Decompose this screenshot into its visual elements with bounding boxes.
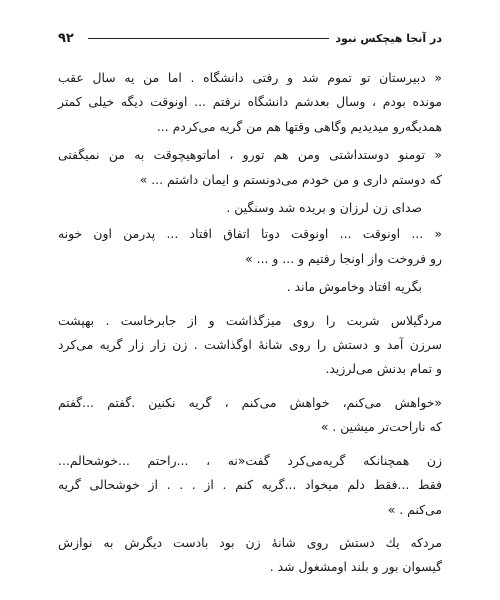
text-line: زن همچنانکه گریه‌می‌کرد گفت«نه ، ...راحتم ...خوشحالم...: [58, 452, 442, 468]
paragraph: [58, 275, 442, 299]
text-line: و تمام بدنش می‌لرزید.: [325, 361, 442, 377]
body-text: [58, 66, 442, 584]
text-line: می‌کنم . »: [387, 501, 442, 517]
paragraph: [58, 196, 442, 220]
text-line: گیسوان بور و بلند اومشغول شد .: [269, 559, 442, 575]
text-line: « تومنو دوستداشتی ومن هم تورو ، اماتوهیچوقت به من نمیگفتی: [58, 147, 442, 163]
text-line: بگریه افتاد وخاموش ماند .: [286, 279, 422, 295]
paragraph: [58, 66, 442, 139]
text-line: که دوستم داری و من خودم می‌دونستم و ایمان داشتم ... »: [139, 171, 442, 187]
paragraph: [58, 449, 442, 522]
paragraph: [58, 531, 442, 580]
text-line: مردگیلاس شربت را روی میزگذاشت و از جابرخاست . بهپشت: [58, 312, 442, 328]
paragraph: [58, 391, 442, 440]
text-line: همدیگه‌رو میدیدیم وگاهی وقتها هم من گریه می‌کردم ...: [156, 118, 442, 134]
text-line: « دبیرستان تو تموم شد و رفتی دانشگاه . اما من یه سال عقب: [58, 70, 442, 85]
paragraph: [58, 222, 442, 271]
text-line: « ... اونوقت ... اونوقت دوتا اتفاق افتاد ... پدرمن اون خونه: [58, 226, 442, 242]
paragraph: [58, 309, 442, 382]
text-line: فقط ...فقط دلم میخواد ...گریه کنم . از . . . از خوشحالی گریه: [58, 477, 442, 493]
page-header: [58, 28, 442, 48]
text-line: مونده بودم ، وسال بعدشم دانشگاه نرفتم ... اونوقت دیگه خیلی کمتر: [58, 94, 442, 110]
text-line: صدای زن لرزان و بریده شد وسنگین .: [226, 200, 422, 216]
paragraph: [58, 143, 442, 192]
text-line: که ناراحت‌تر میشین . »: [320, 419, 442, 435]
text-line: سرزن آمد و دستش را روی شانهٔ اوگذاشت . زن زار زار گریه می‌کرد: [58, 337, 442, 353]
text-line: مردکه یك دستش روی شانهٔ زن بود بادست دیگرش به نوازش: [58, 534, 442, 550]
text-line: رو فروخت واز اونجا رفتیم و ... و ... »: [245, 250, 442, 266]
text-line: «خواهش می‌کنم، خواهش می‌کنم ، گریه نکنین .گفتم ...گفتم: [58, 394, 442, 410]
page-number: ۹۲: [58, 30, 74, 46]
running-title: در آنجا هیچکس نبود: [335, 31, 442, 45]
header-rule: [88, 38, 330, 39]
